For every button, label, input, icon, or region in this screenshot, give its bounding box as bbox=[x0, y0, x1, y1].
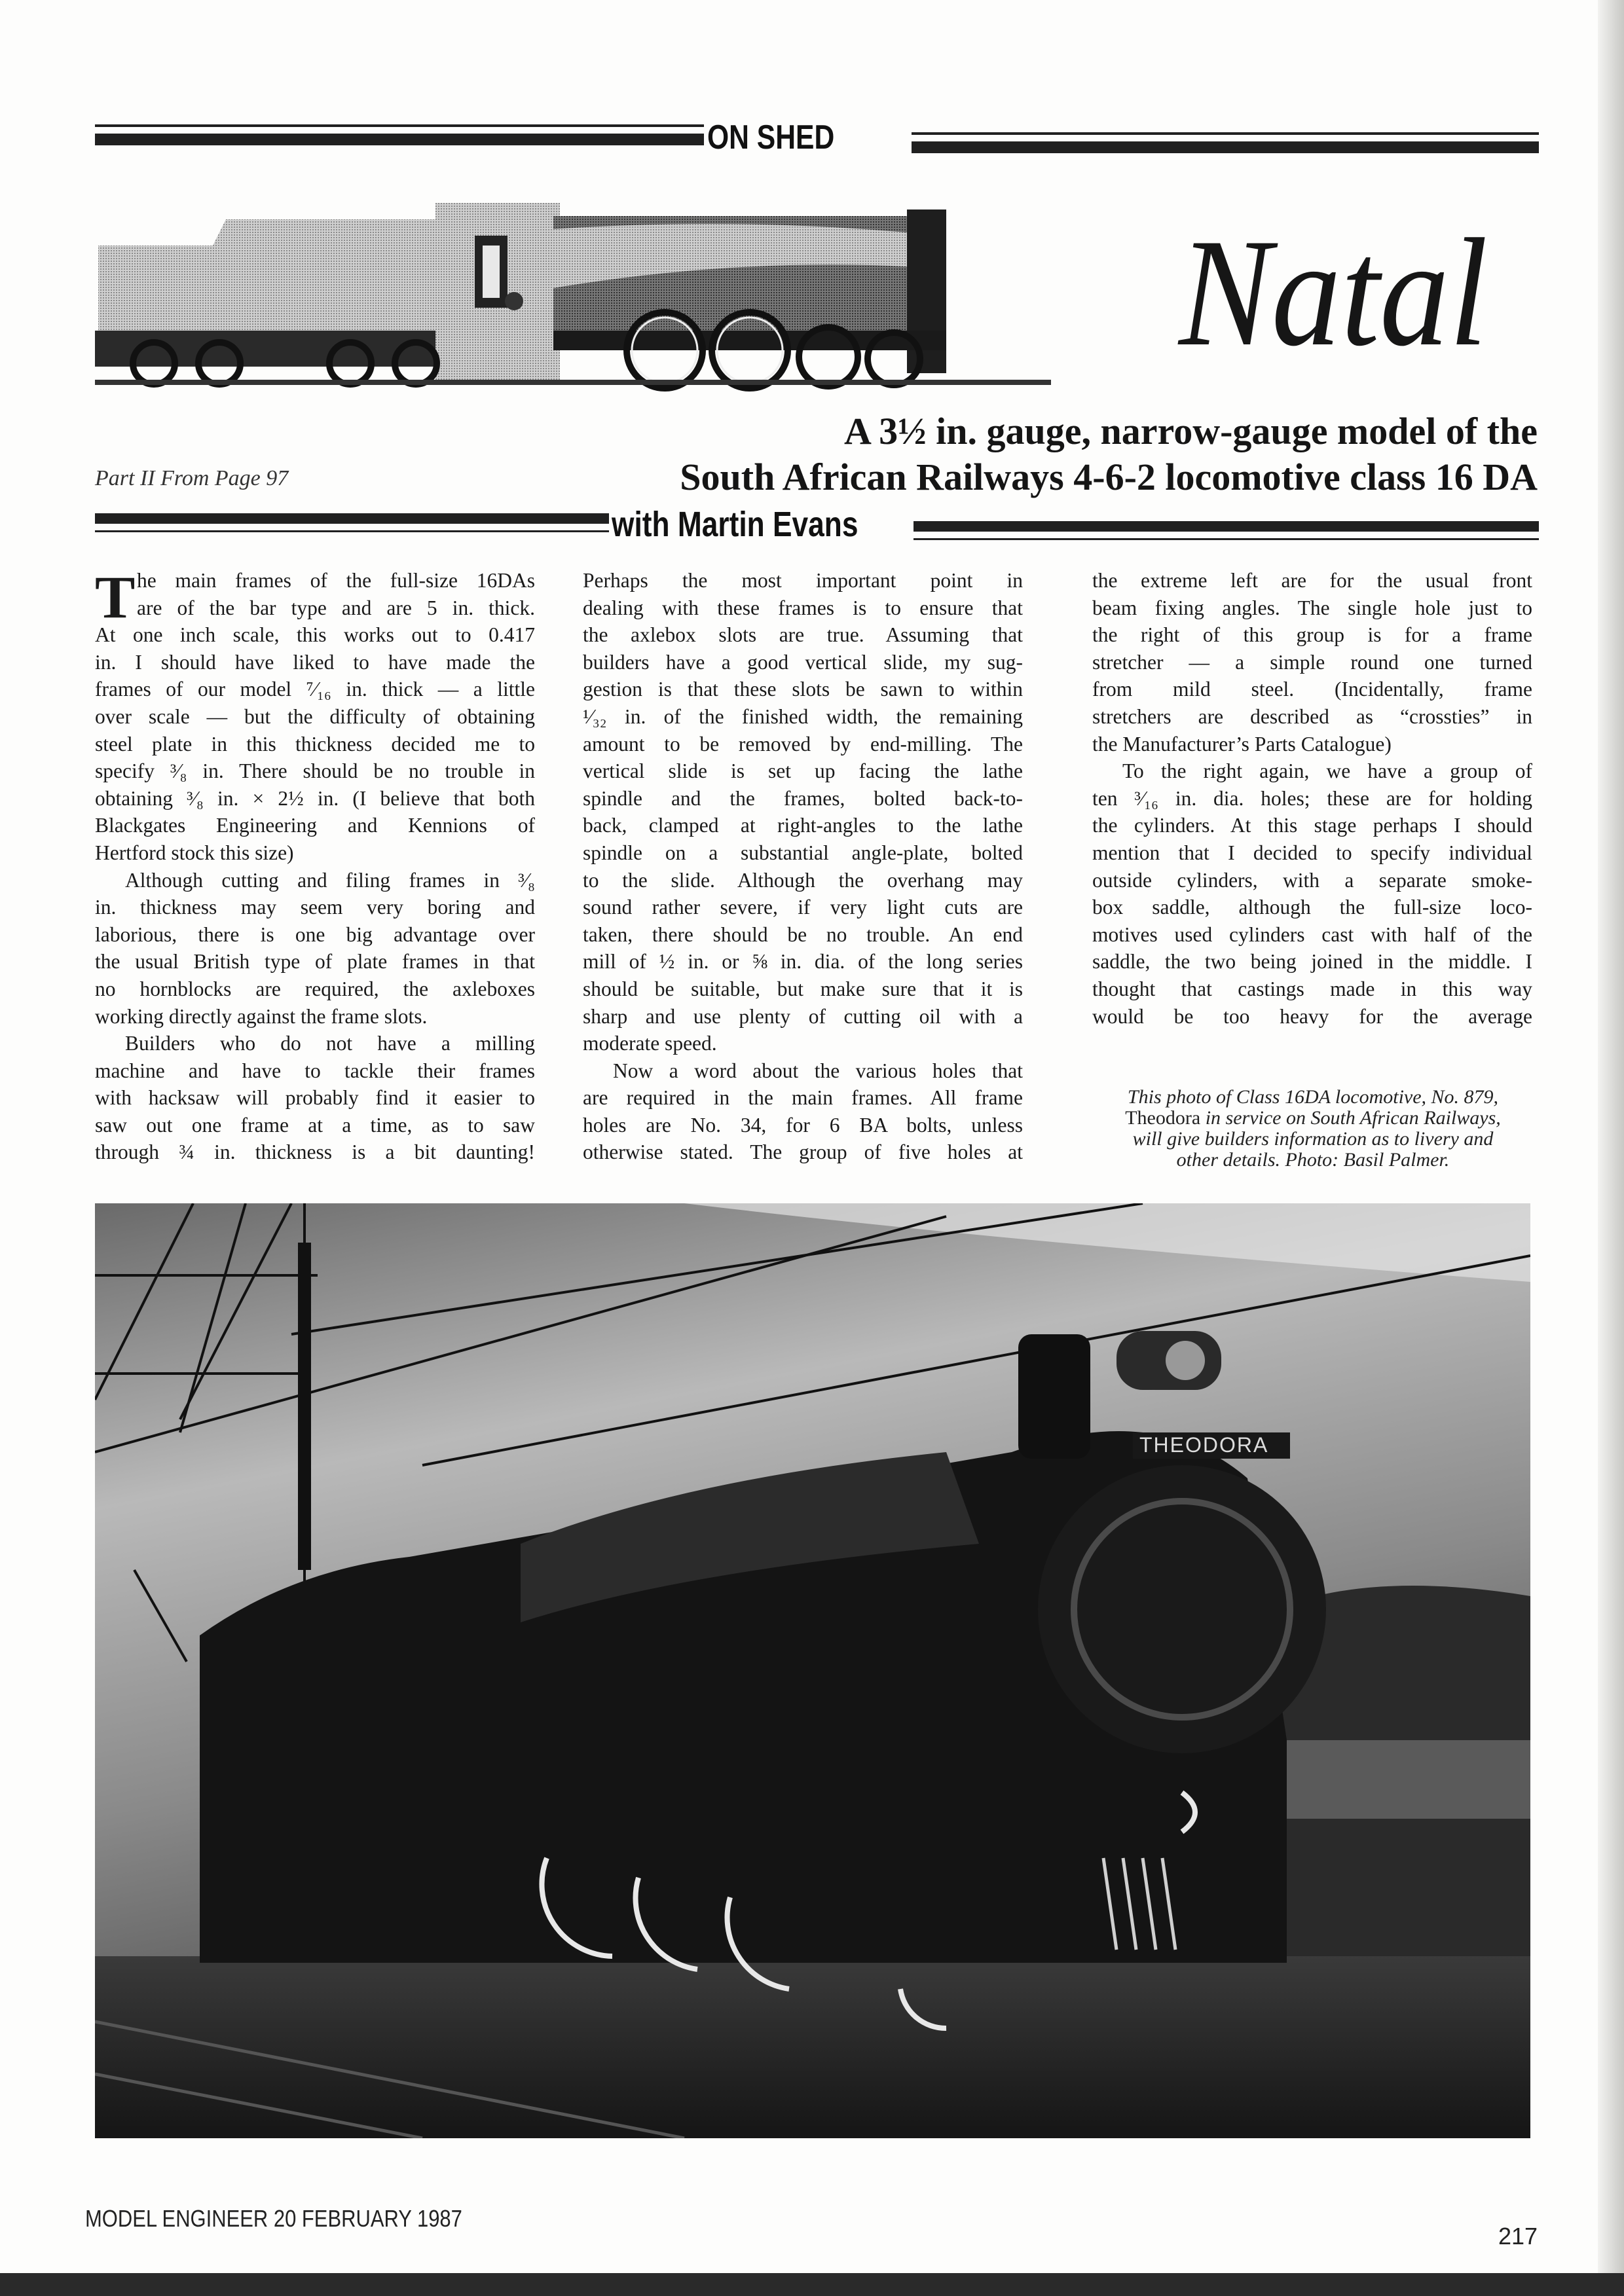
model-locomotive-illustration bbox=[95, 190, 1051, 393]
text-line: Perhaps the most important point in bbox=[583, 569, 1023, 592]
byline: with Martin Evans bbox=[612, 505, 858, 544]
text-line: would be too heavy for the average bbox=[1092, 1004, 1532, 1028]
text-line: ten ³⁄₁₆ in. dia. holes; these are for holding bbox=[1092, 786, 1532, 810]
text-line: At one inch scale, this works out to 0.417 bbox=[95, 623, 535, 647]
text-line: mention that I decided to specify individual bbox=[1092, 841, 1532, 864]
text-line: vertical slide is set up facing the lathe bbox=[583, 759, 1023, 783]
text-line: outside cylinders, with a separate smoke- bbox=[1092, 868, 1532, 892]
text-line: motives used cylinders cast with half of the bbox=[1092, 922, 1532, 946]
scan-edge-right bbox=[1598, 0, 1624, 2296]
caption-text: in service on South African Railways, bbox=[1200, 1107, 1501, 1129]
caption-line: other details. Photo: Basil Palmer. bbox=[1176, 1149, 1450, 1171]
publication-footer: MODEL ENGINEER 20 FEBRUARY 1987 bbox=[85, 2205, 462, 2232]
article-subtitle-line-2: South African Railways 4-6-2 locomotive class 16 DA bbox=[680, 456, 1538, 498]
text-line: spindle and the frames, bolted back-to- bbox=[583, 786, 1023, 810]
text-line: box saddle, although the full-size loco- bbox=[1092, 896, 1532, 919]
text-line: specify ³⁄₈ in. There should be no trouble in bbox=[95, 759, 535, 783]
text-line: thought that castings made in this way bbox=[1092, 977, 1532, 1000]
text-line: laborious, there is one big advantage over bbox=[95, 922, 535, 946]
text-line: the Manufacturer’s Parts Catalogue) bbox=[1092, 732, 1392, 756]
text-line: sharp and use plenty of cutting oil with a bbox=[583, 1004, 1023, 1028]
text-line: beam fixing angles. The single hole just to bbox=[1092, 596, 1532, 619]
text-line: amount to be removed by end-milling. The bbox=[583, 732, 1023, 756]
text-line: he main frames of the full-size 16DAs bbox=[137, 569, 535, 592]
caption-line bbox=[1074, 1108, 1552, 1129]
text-line: gestion is that these slots be sawn to within bbox=[583, 678, 1023, 701]
text-line: saddle, the two being joined in the middle. I bbox=[1092, 950, 1532, 974]
text-line: over scale — but the difficulty of obtaining bbox=[95, 704, 535, 728]
text-line: ¹⁄₃₂ in. of the finished width, the remaining bbox=[583, 704, 1023, 728]
text-line: saw out one frame at a time, as to saw bbox=[95, 1113, 535, 1137]
text-line: are of the bar type and are 5 in. thick. bbox=[137, 596, 535, 619]
text-line: Although cutting and filing frames in ³⁄₈ bbox=[125, 868, 535, 892]
text-line: taken, there should be no trouble. An end bbox=[583, 922, 1023, 946]
text-line: Builders who do not have a milling bbox=[125, 1032, 535, 1055]
text-column-1 bbox=[95, 564, 535, 1166]
article-subtitle-line-1: A 3½ in. gauge, narrow-gauge model of the bbox=[843, 410, 1538, 452]
section-label: ON SHED bbox=[707, 118, 835, 156]
text-line: with hacksaw will probably find it easier to bbox=[95, 1086, 535, 1110]
text-line: in. I should have liked to have made the bbox=[95, 650, 535, 674]
text-line: obtaining ³⁄₈ in. × 2½ in. (I believe that both bbox=[95, 786, 535, 810]
locomotive-name: Theodora bbox=[1125, 1107, 1201, 1129]
text-line: mill of ½ in. or ⅝ in. dia. of the long series bbox=[583, 950, 1023, 974]
text-line: stretchers are described as “crossties” in bbox=[1092, 704, 1532, 728]
text-line: the right of this group is for a frame bbox=[1092, 623, 1532, 647]
text-line: holes are No. 34, for 6 BA bolts, unless bbox=[583, 1113, 1023, 1137]
text-column-2 bbox=[583, 567, 1023, 1166]
text-line: builders have a good vertical slide, my sug- bbox=[583, 650, 1023, 674]
text-line: from mild steel. (Incidentally, frame bbox=[1092, 678, 1532, 701]
caption-line: will give builders information as to livery and bbox=[1132, 1128, 1494, 1150]
text-line: the usual British type of plate frames in that bbox=[95, 950, 535, 974]
scan-edge-bottom bbox=[0, 2273, 1624, 2296]
text-line: Now a word about the various holes that bbox=[613, 1059, 1023, 1082]
series-part-note: Part II From Page 97 bbox=[95, 466, 289, 490]
text-line: to the slide. Although the overhang may bbox=[583, 868, 1023, 892]
photo-caption bbox=[1074, 1087, 1552, 1171]
text-column-3 bbox=[1092, 567, 1532, 1030]
text-line: Hertford stock this size) bbox=[95, 841, 294, 864]
text-line: stretcher — a simple round one turned bbox=[1092, 650, 1532, 674]
text-line: dealing with these frames is to ensure that bbox=[583, 596, 1023, 619]
text-line: moderate speed. bbox=[583, 1032, 717, 1055]
text-line: machine and have to tackle their frames bbox=[95, 1059, 535, 1082]
text-line: should be suitable, but make sure that it is bbox=[583, 977, 1023, 1000]
text-line: working directly against the frame slots. bbox=[95, 1004, 428, 1028]
text-line: the cylinders. At this stage perhaps I should bbox=[1092, 814, 1532, 837]
text-line: Blackgates Engineering and Kennions of bbox=[95, 814, 535, 837]
text-line: through ¾ in. thickness is a bit daunting! bbox=[95, 1140, 535, 1164]
text-line: in. thickness may seem very boring and bbox=[95, 896, 535, 919]
text-line: sound rather severe, if very light cuts are bbox=[583, 896, 1023, 919]
article-title: Natal bbox=[1179, 208, 1488, 378]
text-line: the extreme left are for the usual front bbox=[1092, 569, 1532, 592]
text-line: are required in the main frames. All frame bbox=[583, 1086, 1023, 1110]
text-line: otherwise stated. The group of five holes at bbox=[583, 1140, 1023, 1164]
text-line: To the right again, we have a group of bbox=[1122, 759, 1532, 783]
text-line: the axlebox slots are true. Assuming that bbox=[583, 623, 1023, 647]
text-line: back, clamped at right-angles to the lathe bbox=[583, 814, 1023, 837]
nameplate-text: THEODORA bbox=[1139, 1433, 1269, 1457]
caption-line: This photo of Class 16DA locomotive, No. 879, bbox=[1127, 1086, 1499, 1108]
page-number: 217 bbox=[1498, 2223, 1538, 2250]
text-line: spindle on a substantial angle-plate, bolted bbox=[583, 841, 1023, 864]
text-line: steel plate in this thickness decided me to bbox=[95, 732, 535, 756]
text-line: frames of our model ⁷⁄₁₆ in. thick — a little bbox=[95, 678, 535, 701]
locomotive-photograph bbox=[95, 1203, 1530, 2138]
text-line: no hornblocks are required, the axleboxes bbox=[95, 977, 535, 1000]
drop-cap: T bbox=[95, 564, 136, 630]
